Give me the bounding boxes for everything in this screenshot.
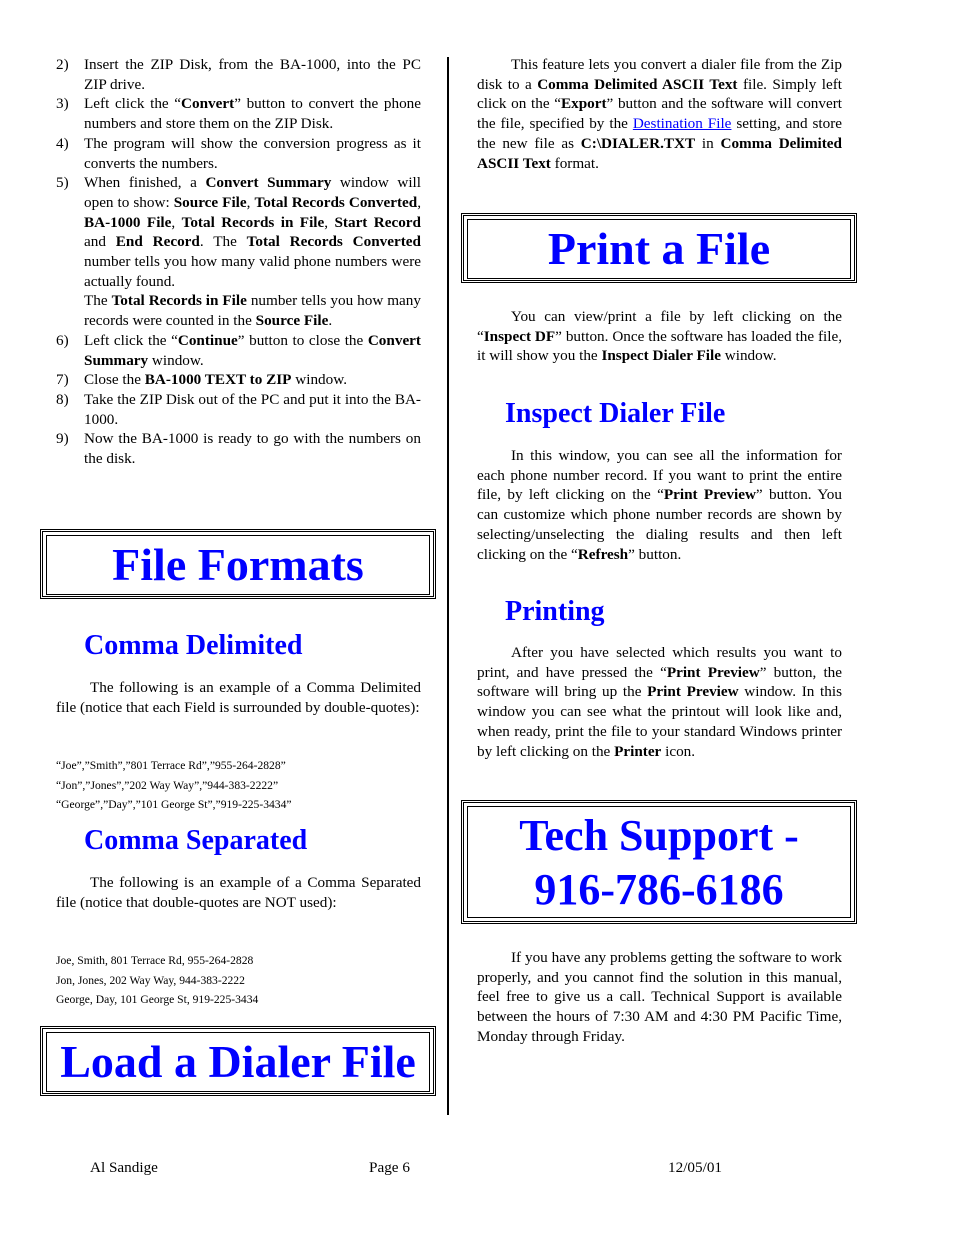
step-text: Take the ZIP Disk out of the PC and put it into the BA-1000. <box>84 390 421 428</box>
step-number: 2) <box>56 56 69 73</box>
comma-delimited-heading: Comma Delimited <box>84 630 303 661</box>
step-text: ” button to close the <box>237 331 368 349</box>
step-item <box>56 390 421 429</box>
tech-support-phone: 916-786-6186 <box>534 865 784 914</box>
destination-file-link[interactable]: Destination File <box>632 115 732 133</box>
step-text: ” button to convert the phone numbers and store them on the ZIP Disk. <box>84 95 421 133</box>
inspect-dialer-text <box>477 446 842 564</box>
step-number: 6) <box>56 331 69 349</box>
instruction-steps <box>56 55 421 469</box>
step-text: Now the BA-1000 is ready to go with the numbers on the disk. <box>84 430 421 468</box>
step-bold-term: Total Records in File <box>181 213 325 231</box>
step-text: The <box>84 292 112 310</box>
print-bold-term: Inspect DF <box>483 327 556 345</box>
step-bold-term: BA-1000 TEXT to ZIP <box>144 371 292 389</box>
step-item <box>56 173 421 331</box>
step-item <box>56 55 421 94</box>
print-file-box <box>461 213 857 283</box>
comma-separated-heading: Comma Separated <box>84 825 308 856</box>
step-text <box>84 134 421 173</box>
print-text: ” button. Once the software has loaded the file, it will show you the <box>477 327 843 365</box>
step-text: window. <box>291 371 347 389</box>
export-bold-term: Comma Delimited ASCII Text <box>537 75 738 93</box>
step-text <box>84 390 421 429</box>
step-text: . The <box>199 233 247 251</box>
step-bold-term: Total Records in File <box>111 292 247 310</box>
step-number: 7) <box>56 371 69 389</box>
step-number: 9) <box>56 430 69 448</box>
tech-support-text: If you have any problems getting the software to work properly, and you cannot find the solution in this manual, feel free to give us a call. Technical Support is available between the hours of 7:30 AM and 4:30 PM Pacific Time, Monday through Friday. <box>477 949 842 1045</box>
example-line: “Joe”,”Smith”,”801 Terrace Rd”,”955-264-2828” <box>56 759 286 772</box>
footer-author: Al Sandige <box>90 1159 158 1176</box>
tech-support-box <box>461 800 857 924</box>
step-bold-term: Convert Summary <box>84 331 421 369</box>
example-line: Joe, Smith, 801 Terrace Rd, 955-264-2828 <box>56 954 254 967</box>
example-line: “Jon”,”Jones”,”202 Way Way”,”944-383-2222” <box>56 778 279 792</box>
step-number: 4) <box>56 134 69 152</box>
print-file-title: Print a File <box>467 219 851 279</box>
step-text: window. <box>148 351 204 369</box>
export-text: ” button and the software will convert the file, specified by the <box>477 95 842 133</box>
step-text: , <box>171 213 182 231</box>
print-text: You can view/print a file by left clicking on the “ <box>477 308 842 345</box>
step-text: When finished, a <box>84 174 206 192</box>
step-text <box>84 429 421 468</box>
step-item <box>56 331 421 370</box>
step-bold-term: Source File <box>255 312 329 330</box>
step-item <box>56 429 421 468</box>
export-bold-term: C:\DIALER.TXT <box>580 134 696 152</box>
example-line: “George”,”Day”,”101 George St”,”919-225-3434” <box>56 798 292 811</box>
printing-heading: Printing <box>505 596 605 627</box>
footer-page-number: Page 6 <box>369 1159 410 1176</box>
step-text: number tells you how many valid phone numbers were actually found. <box>84 253 421 290</box>
comma-delimited-examples <box>56 756 421 815</box>
footer-date: 12/05/01 <box>668 1159 723 1176</box>
step-text: Left click the “ <box>84 331 178 349</box>
printing-bold-term: Print Preview <box>647 683 739 701</box>
inspect-text: ” button. <box>628 545 682 563</box>
step-text <box>84 173 421 291</box>
export-text: format. <box>550 154 599 172</box>
example-line: George, Day, 101 George St, 919-225-3434 <box>56 993 259 1006</box>
printing-text: ” button, the software will bring up the <box>477 663 843 701</box>
step-number: 5) <box>56 174 69 192</box>
load-dialer-box <box>40 1026 436 1096</box>
export-text: file. Simply left click on the “ <box>477 75 842 113</box>
printing-text <box>477 643 842 761</box>
step-text: , <box>417 193 421 211</box>
tech-support-title-line1: Tech Support - <box>519 811 799 860</box>
step-bold-term: Total Records Converted <box>254 193 418 211</box>
print-text: window. <box>720 347 777 365</box>
printing-bold-term: Print Preview <box>666 663 760 681</box>
export-bold-term: Export <box>560 95 607 113</box>
step-text <box>84 370 421 390</box>
print-bold-term: Inspect Dialer File <box>601 347 721 365</box>
step-text: , <box>246 193 255 211</box>
inspect-text: ” button. You can customize which phone number records are shown by selecting/unselecting the dialing results and then left clicking on the “ <box>477 486 842 563</box>
left-column <box>56 55 422 1087</box>
export-bold-term: Comma Delimited ASCII Text <box>477 134 842 172</box>
comma-separated-examples <box>56 951 421 1010</box>
step-item <box>56 94 421 133</box>
step-text <box>84 94 421 133</box>
print-intro <box>477 307 842 366</box>
step-number: 8) <box>56 390 69 408</box>
step-item <box>56 134 421 173</box>
load-dialer-title: Load a Dialer File <box>46 1032 430 1092</box>
step-item <box>56 370 421 390</box>
printing-text: After you have selected which results you want to print, and have pressed the “ <box>477 644 842 681</box>
step-bold-term: Convert Summary <box>205 174 332 192</box>
file-formats-box <box>40 529 436 599</box>
comma-separated-text: The following is an example of a Comma Separated file (notice that double-quotes are NOT used): <box>56 874 421 911</box>
inspect-dialer-heading: Inspect Dialer File <box>505 398 726 429</box>
column-divider <box>447 57 449 1115</box>
step-bold-term: Total Records Converted <box>246 233 421 251</box>
printing-text: window. In this window you can see what the printout will look like and, when ready, print the file to your standard Windows printer by left clicking on the <box>477 683 842 760</box>
step-bold-term: Continue <box>177 331 238 349</box>
step-text: Insert the ZIP Disk, from the BA-1000, into the PC ZIP drive. <box>84 56 421 93</box>
step-text <box>84 55 421 94</box>
step-text: window will open to show: <box>84 174 422 211</box>
step-bold-term: Start Record <box>334 213 421 231</box>
tech-support-title <box>467 806 851 918</box>
printing-bold-term: Printer <box>614 742 662 760</box>
inspect-bold-term: Print Preview <box>663 486 756 504</box>
file-formats-title: File Formats <box>46 535 430 595</box>
step-text: The program will show the conversion progress as it converts the numbers. <box>84 134 421 172</box>
step-text: Left click the “ <box>84 95 182 113</box>
step-bold-term: End Record <box>115 233 200 251</box>
step-text: number tells you how many records were counted in the <box>84 292 421 330</box>
step-extra-text <box>84 291 421 330</box>
step-bold-term: Source File <box>173 193 247 211</box>
step-text: and <box>84 233 116 251</box>
export-text: This feature lets you convert a dialer file from the Zip disk to a <box>477 56 842 93</box>
step-number: 3) <box>56 95 69 113</box>
export-text: in <box>695 134 721 152</box>
step-text: . <box>328 312 333 330</box>
step-text: , <box>324 213 335 231</box>
step-bold-term: Convert <box>181 95 235 113</box>
printing-text: icon. <box>661 742 696 760</box>
inspect-bold-term: Refresh <box>577 545 629 563</box>
inspect-text: In this window, you can see all the information for each phone number record. If you want to print the entire file, by left clicking on the “ <box>477 447 842 504</box>
example-line: Jon, Jones, 202 Way Way, 944-383-2222 <box>56 973 245 987</box>
step-text: Close the <box>84 371 145 389</box>
step-bold-term: BA-1000 File <box>84 213 172 231</box>
export-text: setting, and store the new file as <box>477 115 842 152</box>
comma-delimited-text: The following is an example of a Comma Delimited file (notice that each Field is surrounded by double-quotes): <box>56 679 421 716</box>
step-text <box>84 331 421 370</box>
export-intro <box>477 55 842 173</box>
